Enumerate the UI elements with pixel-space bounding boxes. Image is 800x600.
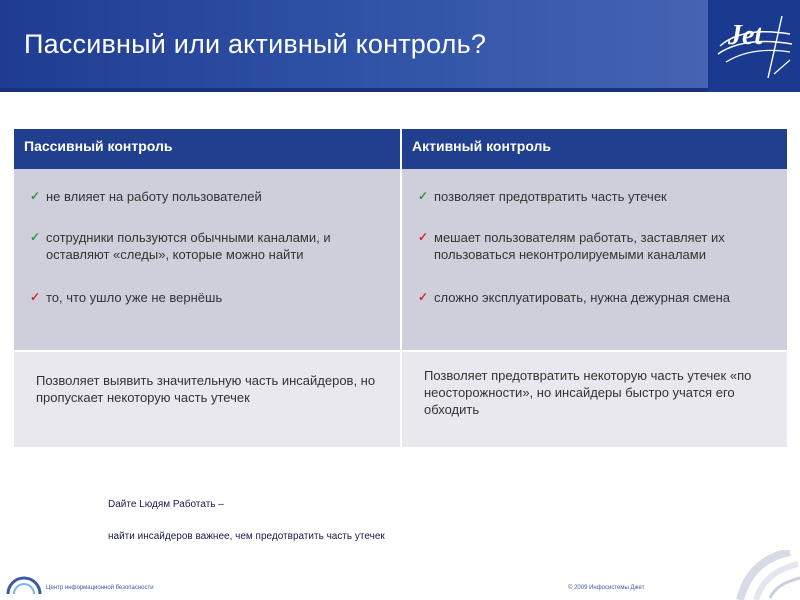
list-item: ✓ позволяет предотвратить часть утечек: [418, 189, 667, 204]
passive-items-cell: [14, 169, 400, 351]
header-active: Активный контроль: [402, 129, 787, 169]
list-item: ✓ сотрудники пользуются обычными каналами, и оставляют «следы», которые можно найти: [30, 230, 331, 262]
check-icon: ✓: [418, 189, 429, 203]
list-item: ✓ мешает пользователям работать, заставляет их пользоваться неконтролируемыми каналами: [418, 230, 725, 262]
jet-logo-icon: [712, 6, 796, 86]
row-divider: [14, 350, 787, 352]
jet-logo: [708, 0, 800, 92]
note-line-1: Daйте Lюдям Работать –: [108, 499, 224, 510]
active-summary: Позволяет предотвратить некоторую часть утечек «по неосторожности», но инсайдеры быстро учатся его обходить: [424, 368, 752, 417]
slide-header: [0, 0, 708, 88]
swirl-decoration-icon: [730, 550, 800, 600]
check-icon: ✓: [30, 230, 41, 244]
column-divider: [400, 129, 402, 447]
header-passive: Пассивный контроль: [14, 129, 400, 169]
passive-summary-cell: [14, 351, 400, 447]
list-item: ✓ сложно эксплуатировать, нужна дежурная смена: [418, 290, 731, 305]
comparison-table: [14, 129, 787, 447]
check-icon: ✓: [418, 290, 429, 304]
header-underline: [0, 88, 708, 92]
circle-logo-icon: [6, 572, 44, 596]
check-icon: ✓: [30, 189, 41, 203]
footer-left-text: Центр информационной безопасности: [46, 585, 154, 591]
logo-text: Jet: [728, 20, 763, 51]
list-item: ✓ то, что ушло уже не вернёшь: [30, 290, 223, 305]
active-summary-cell: [402, 351, 787, 447]
note-line-2: найти инсайдеров важнее, чем предотвратить часть утечек: [108, 531, 385, 542]
check-icon: ✓: [30, 290, 41, 304]
check-icon: ✓: [418, 230, 429, 244]
active-items-cell: [402, 169, 787, 351]
list-item: ✓ не влияет на работу пользователей: [30, 189, 262, 204]
passive-summary: Позволяет выявить значительную часть инсайдеров, но пропускает некоторую часть утечек: [36, 373, 376, 405]
slide-title: Пассивный или активный контроль?: [24, 29, 487, 59]
footer-right-text: © 2009 Инфосистемы Джет: [568, 585, 645, 591]
